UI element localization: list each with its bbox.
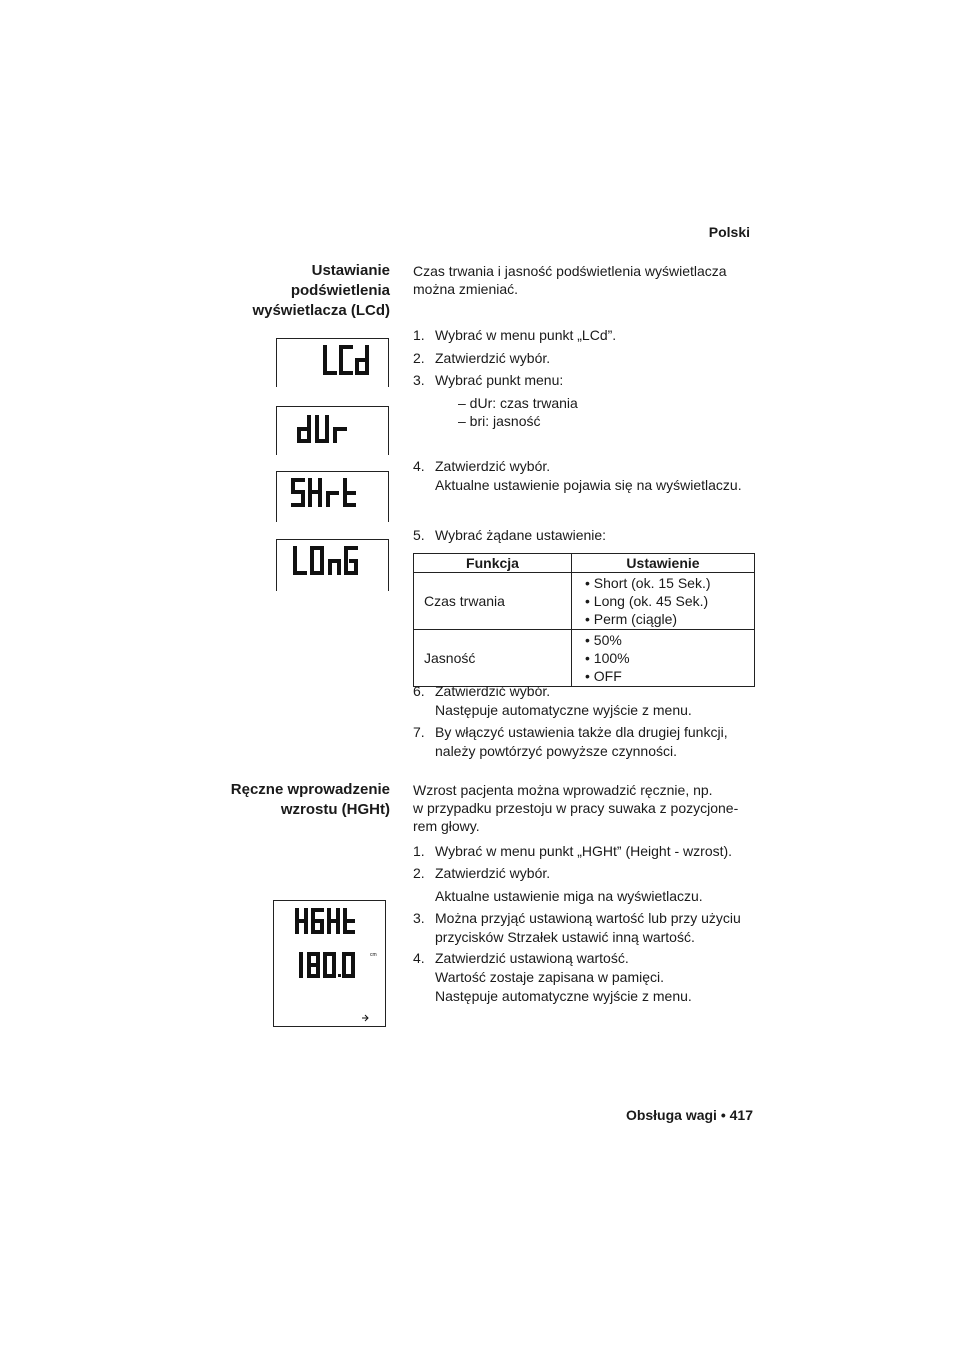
table-header: Funkcja bbox=[414, 554, 572, 573]
step-line: Następuje automatyczne wyjście z menu. bbox=[435, 702, 692, 718]
step-number: 4. bbox=[413, 950, 425, 966]
section-title-lcd bbox=[200, 261, 390, 321]
step-number: 4. bbox=[413, 458, 425, 474]
sub-item-list bbox=[458, 394, 748, 430]
table-header-row bbox=[414, 554, 755, 573]
step-line: Można przyjąć ustawioną wartość lub przy użyciu bbox=[435, 910, 741, 926]
step-number: 2. bbox=[413, 350, 425, 366]
lcd-display-lcd bbox=[276, 338, 389, 387]
step-line: Następuje automatyczne wyjście z menu. bbox=[435, 988, 692, 1004]
step-text bbox=[435, 949, 692, 1005]
step-text bbox=[435, 457, 742, 494]
table-row bbox=[414, 630, 755, 687]
section-title-line: Ręczne wprowadzenie bbox=[230, 781, 390, 798]
section-title-line: podświetlenia bbox=[290, 282, 390, 299]
step-number: 6. bbox=[413, 683, 425, 699]
step-3 bbox=[413, 371, 753, 389]
section-title-hght bbox=[180, 780, 390, 820]
step-7 bbox=[413, 723, 753, 759]
table-cell-function: Jasność bbox=[414, 630, 572, 687]
table-row bbox=[414, 573, 755, 630]
unit-label: cm bbox=[370, 952, 377, 958]
intro-line: w przypadku przestoju w pracy suwaka z pozycjone- bbox=[413, 800, 739, 816]
step-4 bbox=[413, 949, 753, 1005]
table-value: • 50% bbox=[585, 632, 622, 648]
step-2 bbox=[413, 349, 753, 367]
table-cell-function: Czas trwania bbox=[414, 573, 572, 630]
arrow-icon bbox=[362, 1015, 368, 1021]
step-number: 3. bbox=[413, 372, 425, 388]
step-line: Wartość zostaje zapisana w pamięci. bbox=[435, 969, 665, 985]
step-line: Aktualne ustawienie pojawia się na wyświetlaczu. bbox=[435, 477, 742, 493]
step-line: należy powtórzyć powyższe czynności. bbox=[435, 743, 677, 759]
lcd-segment-text bbox=[277, 540, 388, 591]
lcd-segment-text bbox=[277, 407, 388, 455]
step-1 bbox=[413, 842, 753, 860]
table-value: • 100% bbox=[585, 650, 630, 666]
step-number: 1. bbox=[413, 327, 425, 343]
intro-line: Czas trwania i jasność podświetlenia wyświetlacza bbox=[413, 263, 727, 279]
step-line: przycisków Strzałek ustawić inną wartość. bbox=[435, 929, 695, 945]
lcd-segment-text bbox=[277, 472, 388, 522]
step-4 bbox=[413, 457, 753, 493]
lcd-display-hght bbox=[273, 900, 386, 1027]
step-text bbox=[435, 723, 728, 760]
step-number: 3. bbox=[413, 910, 425, 926]
step-1 bbox=[413, 326, 753, 344]
section-title-line: wyświetlacza (LCd) bbox=[252, 302, 390, 319]
section-intro-hght bbox=[413, 781, 753, 835]
header-language: Polski bbox=[708, 224, 750, 240]
step-number: 5. bbox=[413, 527, 425, 543]
step-line: Zatwierdzić ustawioną wartość. bbox=[435, 950, 629, 966]
step-3 bbox=[413, 909, 753, 945]
lcd-display-dur bbox=[276, 406, 389, 455]
sub-item: – dUr: czas trwania bbox=[458, 395, 578, 411]
table-value: • Long (ok. 45 Sek.) bbox=[585, 593, 709, 609]
table-header: Ustawienie bbox=[572, 554, 755, 573]
intro-line: można zmieniać. bbox=[413, 281, 519, 297]
step-text: Wybrać w menu punkt „HGHt” (Height - wzrost). bbox=[435, 843, 733, 859]
step-text: Zatwierdzić wybór. bbox=[435, 865, 551, 881]
step-text: Wybrać w menu punkt „LCd”. bbox=[435, 327, 617, 343]
section-title-line: wzrostu (HGHt) bbox=[280, 801, 390, 818]
step-5 bbox=[413, 526, 753, 544]
step-6 bbox=[413, 682, 753, 718]
table-value: • Perm (ciągle) bbox=[585, 611, 678, 627]
step-line: Zatwierdzić wybór. bbox=[435, 458, 551, 474]
lcd-segment-text bbox=[274, 901, 385, 1026]
lcd-segment-text bbox=[277, 339, 388, 387]
table-cell-values bbox=[572, 630, 755, 687]
step-line: Zatwierdzić wybór. bbox=[435, 683, 551, 699]
table-cell-values bbox=[572, 573, 755, 630]
table-value: • OFF bbox=[585, 668, 622, 684]
step-number: 2. bbox=[413, 865, 425, 881]
section-title-line: Ustawianie bbox=[311, 262, 390, 279]
lcd-display-long bbox=[276, 539, 389, 591]
step-line: By włączyć ustawienia także dla drugiej funkcji, bbox=[435, 724, 728, 740]
intro-line: rem głowy. bbox=[413, 818, 480, 834]
page-footer: Obsługa wagi • 417 bbox=[625, 1107, 753, 1123]
lcd-display-shrt bbox=[276, 471, 389, 522]
step-2 bbox=[413, 864, 753, 882]
intro-line: Wzrost pacjenta można wprowadzić ręcznie, np. bbox=[413, 782, 713, 798]
step-number: 7. bbox=[413, 724, 425, 740]
step-text: Wybrać punkt menu: bbox=[435, 372, 564, 388]
table-value: • Short (ok. 15 Sek.) bbox=[585, 575, 711, 591]
sub-item: – bri: jasność bbox=[458, 413, 541, 429]
section-intro-lcd bbox=[413, 262, 753, 298]
settings-table bbox=[413, 553, 755, 687]
step-text bbox=[435, 909, 741, 946]
step-text: Aktualne ustawienie miga na wyświetlaczu. bbox=[435, 888, 703, 904]
step-text: Wybrać żądane ustawienie: bbox=[435, 527, 607, 543]
step-text: Zatwierdzić wybór. bbox=[435, 350, 551, 366]
step-number: 1. bbox=[413, 843, 425, 859]
step-text bbox=[435, 682, 692, 719]
step-note bbox=[413, 887, 753, 905]
